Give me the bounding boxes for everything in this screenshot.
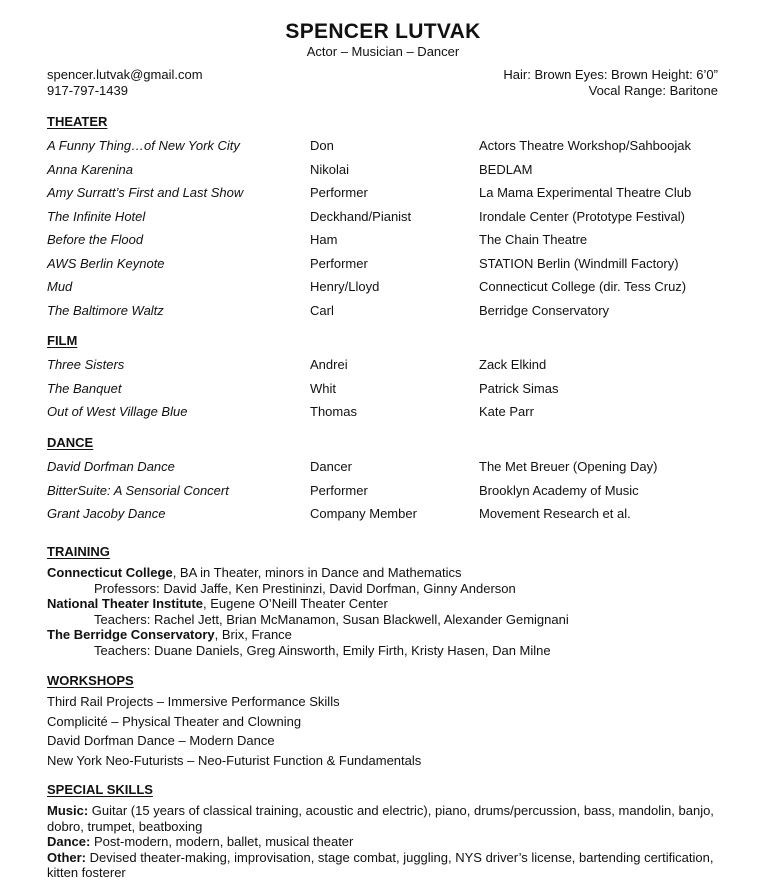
physical-stats <box>503 67 718 99</box>
credit-title: AWS Berlin Keynote <box>47 255 165 271</box>
credit-title: The Baltimore Waltz <box>47 302 164 318</box>
credit-venue: The Met Breuer (Opening Day) <box>479 459 658 474</box>
credit-role: Don <box>310 138 334 153</box>
skill-text: Post-modern, modern, ballet, musical theater <box>90 834 354 850</box>
training-entry <box>47 565 737 581</box>
dance-heading: DANCE <box>47 435 94 450</box>
skill-dance <box>47 834 737 850</box>
credit-venue: Irondale Center (Prototype Festival) <box>479 208 685 224</box>
credit-role: Performer <box>310 482 368 498</box>
credit-row <box>47 483 747 507</box>
credit-row <box>47 506 747 530</box>
vocal-range: Vocal Range: Baritone <box>588 83 718 98</box>
skill-label: Other: <box>47 849 86 865</box>
credit-role: Henry/Lloyd <box>310 279 380 294</box>
credit-venue: Movement Research et al. <box>479 506 631 521</box>
training-entry <box>47 627 737 643</box>
credit-title: The Infinite Hotel <box>47 208 146 224</box>
credit-title: Anna Karenina <box>47 161 134 177</box>
credit-role: Ham <box>310 232 338 247</box>
credit-row <box>47 459 747 483</box>
workshops-heading: WORKSHOPS <box>47 673 134 688</box>
credit-row <box>47 209 747 233</box>
credit-venue: La Mama Experimental Theatre Club <box>479 185 692 200</box>
credit-role: Company Member <box>310 506 417 521</box>
resume-subtitle: Actor – Musician – Dancer <box>306 44 460 59</box>
teachers-line: Teachers: Duane Daniels, Greg Ainsworth, Emily Firth, Kristy Hasen, Dan Milne <box>94 642 551 658</box>
credit-role: Dancer <box>310 459 352 474</box>
credit-venue: Patrick Simas <box>479 380 559 396</box>
theater-credits <box>47 138 747 326</box>
training-entry <box>47 596 737 612</box>
skills-list <box>47 803 737 881</box>
resume-name: SPENCER LUTVAK <box>285 20 481 43</box>
credit-row <box>47 357 747 381</box>
credit-role: Performer <box>310 255 368 271</box>
credit-title: Before the Flood <box>47 232 144 247</box>
theater-heading: THEATER <box>47 114 108 129</box>
skill-label: Music: <box>47 803 89 818</box>
teachers-line: Professors: David Jaffe, Ken Prestininzi, David Dorfman, Ginny Anderson <box>94 580 516 596</box>
film-heading: FILM <box>47 333 78 348</box>
credit-title: Mud <box>47 279 73 294</box>
credit-venue: STATION Berlin (Windmill Factory) <box>479 255 679 271</box>
skill-other <box>47 850 737 881</box>
credit-role: Nikolai <box>310 161 350 177</box>
skill-text: Devised theater-making, improvisation, stage combat, juggling, NYS driver’s license, bartending certification, kitten fosterer <box>47 849 714 881</box>
credit-venue: The Chain Theatre <box>479 232 588 247</box>
contact-info <box>47 67 203 99</box>
skill-text: Guitar (15 years of classical training, acoustic and electric), piano, drums/percussion, bass, mandolin, banjo, dobro, trumpet, beatboxing <box>47 803 714 834</box>
credit-venue: Connecticut College (dir. Tess Cruz) <box>479 279 687 294</box>
school-detail: , Eugene O’Neill Theater Center <box>203 596 388 612</box>
skill-music <box>47 803 737 834</box>
credit-venue: Zack Elkind <box>479 357 547 372</box>
list-item: David Dorfman Dance – Modern Dance <box>47 733 275 748</box>
credit-role: Performer <box>310 185 368 200</box>
appearance-stats: Hair: Brown Eyes: Brown Height: 6’0” <box>503 67 718 82</box>
credit-role: Deckhand/Pianist <box>310 208 412 224</box>
credit-title: Amy Surratt’s First and Last Show <box>47 185 244 200</box>
credit-title: The Banquet <box>47 380 122 396</box>
credit-row <box>47 303 747 327</box>
credit-row <box>47 232 747 256</box>
credit-role: Whit <box>310 380 336 396</box>
credit-row <box>47 138 747 162</box>
credit-title: Three Sisters <box>47 357 125 372</box>
credit-role: Andrei <box>310 357 348 372</box>
school-name: The Berridge Conservatory <box>47 627 215 643</box>
workshops-list <box>47 694 421 772</box>
credit-title: A Funny Thing…of New York City <box>47 138 240 153</box>
email-address[interactable]: spencer.lutvak@gmail.com <box>47 67 203 82</box>
school-name: National Theater Institute <box>47 596 204 612</box>
list-item: New York Neo-Futurists – Neo-Futurist Function & Fundamentals <box>47 752 422 768</box>
credit-row <box>47 185 747 209</box>
credit-venue: Brooklyn Academy of Music <box>479 482 639 498</box>
credit-role: Carl <box>310 302 334 318</box>
training-list <box>47 565 737 659</box>
credit-row <box>47 162 747 186</box>
dance-credits <box>47 459 747 530</box>
film-credits <box>47 357 747 428</box>
list-item: Third Rail Projects – Immersive Performance Skills <box>47 694 340 709</box>
credit-title: BitterSuite: A Sensorial Concert <box>47 482 229 498</box>
school-detail: , Brix, France <box>214 627 292 643</box>
list-item: Complicité – Physical Theater and Clowning <box>47 713 302 729</box>
credit-venue: Actors Theatre Workshop/Sahboojak <box>479 138 691 153</box>
school-detail: , BA in Theater, minors in Dance and Mathematics <box>172 565 462 580</box>
credit-row <box>47 381 747 405</box>
credit-role: Thomas <box>310 404 357 419</box>
skill-label: Dance: <box>47 834 91 850</box>
training-heading: TRAINING <box>47 544 110 559</box>
skills-heading: SPECIAL SKILLS <box>47 782 153 797</box>
credit-venue: Berridge Conservatory <box>479 302 610 318</box>
school-name: Connecticut College <box>47 565 173 580</box>
teachers-line: Teachers: Rachel Jett, Brian McManamon, Susan Blackwell, Alexander Gemignani <box>94 611 569 627</box>
credit-venue: BEDLAM <box>479 161 533 177</box>
credit-venue: Kate Parr <box>479 404 534 419</box>
credit-title: Out of West Village Blue <box>47 404 188 419</box>
credit-title: Grant Jacoby Dance <box>47 506 166 521</box>
credit-row <box>47 256 747 280</box>
phone-number: 917-797-1439 <box>47 83 128 98</box>
credit-title: David Dorfman Dance <box>47 459 175 474</box>
credit-row <box>47 404 747 428</box>
credit-row <box>47 279 747 303</box>
